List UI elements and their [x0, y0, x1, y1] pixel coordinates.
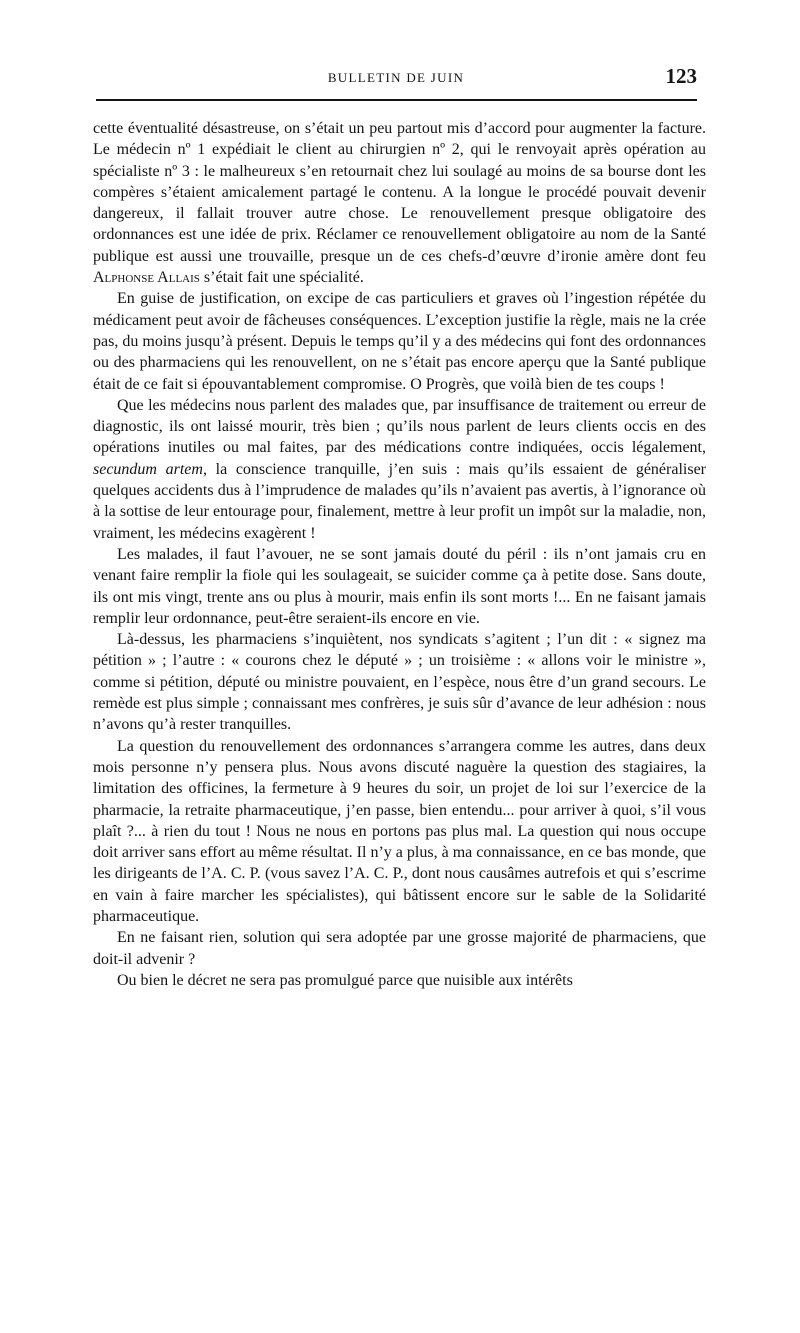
latin-phrase: secundum artem, [93, 460, 207, 478]
paragraph-text: la conscience tranquille, j’en suis : mais qu’ils essaient de généraliser quelques accidents dus à l’imprudence de malades qu’ils n’avaient pas avertis, à l’ignorance où à la sottise de leur entourage pour, finalement, mettre à leur profit un impôt sur la maladie, non, vraiment, les médecins exagèrent ! [93, 460, 706, 542]
paragraph [93, 395, 706, 544]
paragraph: La question du renouvellement des ordonnances s’arrangera comme les autres, dans deux mois personne n’y pensera plus. Nous avons discuté naguère la question des stagiaires, la limitation des officines, la fermeture à 9 heures du soir, un projet de loi sur l’exercice de la pharmacie, la retraite pharmaceutique, j’en passe, bien entendu... pour arriver à quoi, s’il vous plaît ?... à rien du tout ! Nous ne nous en portons pas plus mal. La question qui nous occupe doit arriver sans effort au même résultat. Il n’y a plus, à ma connaissance, en ce bas monde, que les dirigeants de l’A. C. P. (vous savez l’A. C. P., dont nous causâmes autrefois et qui s’escrime en vain à faire marcher les spécialistes), qui bâtissent encore sur le sable de la Solidarité pharmaceutique. [93, 737, 706, 925]
paragraph: Là-dessus, les pharmaciens s’inquiètent, nos syndicats s’agitent ; l’un dit : « signez ma pétition » ; l’autre : « courons chez le député » ; un troisième : « allons voir le ministre », comme si pétition, député ou ministre pouvaient, en l’espèce, nous être d’un grand secours. Le remède est plus simple ; connaissant mes confrères, je suis sûr d’avance de leur adhésion : nous n’avons qu’à rester tranquilles. [93, 631, 706, 734]
body-text [93, 118, 706, 991]
paragraph-text: cette éventualité désastreuse, on s’était un peu partout mis d’accord pour augmenter la facture. Le médecin nº 1 expédiait le client au chirurgien nº 2, qui le renvoyait après opération au spécialiste nº 3 : le malheureux s’en retournait chez lui soulagé au moins de sa bourse dont les compères s’étaient amicalement partagé le contenu. A la longue le procédé pouvait devenir dangereux, il fallait trouver autre chose. Le renouvellement presque obligatoire des ordonnances est une idée de prix. Réclamer ce renouvellement obligatoire au nom de la Santé publique est aussi une trouvaille, presque un de ces chefs-d’œuvre d’ironie amère dont feu [93, 120, 706, 265]
page-number: 123 [665, 64, 697, 88]
header-rule [96, 99, 697, 101]
running-title: BULLETIN DE JUIN [327, 70, 465, 85]
author-name: Alphonse Allais [93, 269, 200, 287]
page-header [93, 62, 699, 96]
paragraph-text: Que les médecins nous parlent des malades que, par insuffisance de traitement ou erreur de diagnostic, ils ont laissé mourir, très bien ; qu’ils nous parlent de leurs clients occis en des opérations inutiles ou mal faites, par des médications contre indiquées, occis légalement, [93, 396, 706, 457]
paragraph: En guise de justification, on excipe de cas particuliers et graves où l’ingestion répétée du médicament peut avoir de fâcheuses conséquences. L’exception justifie la règle, mais ne la crée pas, du moins jusqu’à présent. Depuis le temps qu’il y a des médecins qui font des ordonnances ou des pharmaciens qui les renouvellent, on ne s’était pas encore aperçu que la Santé publique était de ce fait si épouvantablement compromise. O Progrès, que voilà bien de tes coups ! [93, 290, 706, 393]
paragraph: Les malades, il faut l’avouer, ne se sont jamais douté du péril : ils n’ont jamais cru en venant faire remplir la fiole qui les soulageait, se suicider comme ça à petite dose. Sans doute, ils ont mis vingt, trente ans ou plus à mourir, mais enfin ils sont morts !... En ne faisant jamais remplir leur ordonnance, peut-être seraient-ils encore en vie. [93, 545, 706, 627]
paragraph [93, 118, 706, 288]
paragraph: En ne faisant rien, solution qui sera adoptée par une grosse majorité de pharmaciens, que doit-il advenir ? [93, 929, 706, 968]
paragraph-text: s’était fait une spécialité. [199, 269, 364, 287]
paragraph: Ou bien le décret ne sera pas promulgué parce que nuisible aux intérêts [117, 971, 573, 989]
